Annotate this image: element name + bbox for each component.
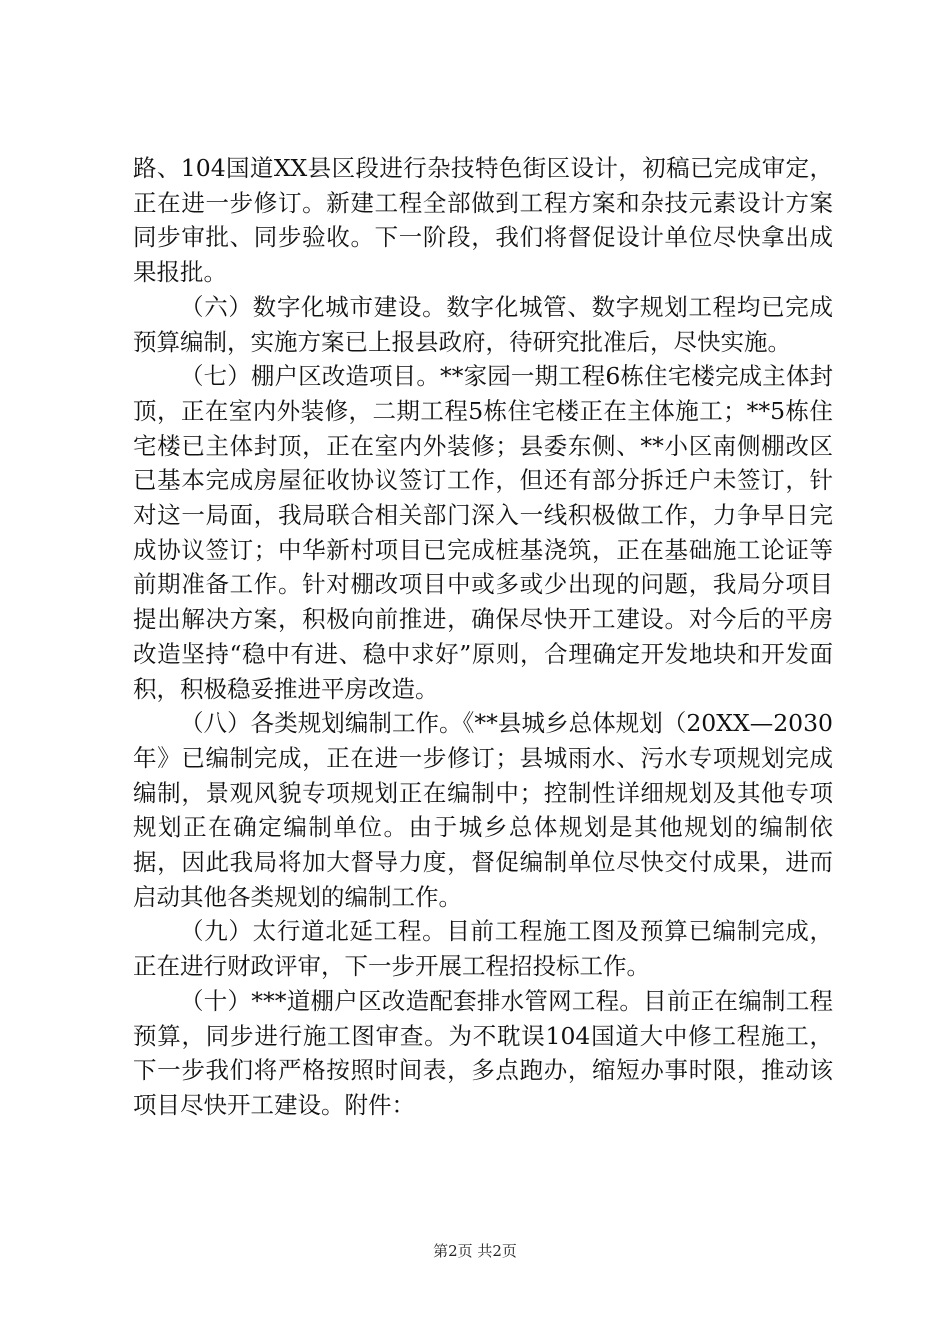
paragraph-drainage-network: （十）***道棚户区改造配套排水管网工程。目前正在编制工程预算，同步进行施工图审查。为不耽误104国道大中修工程施工，下一步我们将严格按照时间表，多点跑办，缩短办事时限，推动该项目尽快开工建设。附件： (133, 986, 833, 1119)
page-number-footer: 第2页 共2页 (433, 1242, 517, 1260)
paragraph-digital-city: （六）数字化城市建设。数字化城管、数字规划工程均已完成预算编制，实施方案已上报县政府，待研究批准后，尽快实施。 (133, 292, 833, 356)
paragraph-continuation: 路、104国道XX县区段进行杂技特色街区设计，初稿已完成审定，正在进一步修订。新建工程全部做到工程方案和杂技元素设计方案同步审批、同步验收。下一阶段，我们将督促设计单位尽快拿出成果报批。 (133, 154, 833, 287)
paragraph-taihang-road: （九）太行道北延工程。目前工程施工图及预算已编制完成，正在进行财政评审，下一步开展工程招投标工作。 (133, 917, 833, 981)
paragraph-shantytown-renovation: （七）棚户区改造项目。**家园一期工程6栋住宅楼完成主体封顶，正在室内外装修，二期工程5栋住宅楼正在主体施工；**5栋住宅楼已主体封顶，正在室内外装修；县委东侧、**小区南侧棚改区已基本完成房屋征收协议签订工作，但还有部分拆迁户未签订，针对这一局面，我局联合相关部门深入一线积极做工作，力争早日完成协议签订；中华新村项目已完成桩基浇筑，正在基础施工论证等前期准备工作。针对棚改项目中或多或少出现的问题，我局分项目提出解决方案，积极向前推进，确保尽快开工建设。对今后的平房改造坚持“稳中有进、稳中求好”原则，合理确定开发地块和开发面积，积极稳妥推进平房改造。 (133, 362, 833, 703)
document-body (133, 151, 833, 1123)
paragraph-planning-work: （八）各类规划编制工作。《**县城乡总体规划（20XX—2030年》已编制完成，正在进一步修订；县城雨水、污水专项规划完成编制，景观风貌专项规划正在编制中；控制性详细规划及其他专项规划正在确定编制单位。由于城乡总体规划是其他规划的编制依据，因此我局将加大督导力度，督促编制单位尽快交付成果，进而启动其他各类规划的编制工作。 (133, 709, 833, 911)
